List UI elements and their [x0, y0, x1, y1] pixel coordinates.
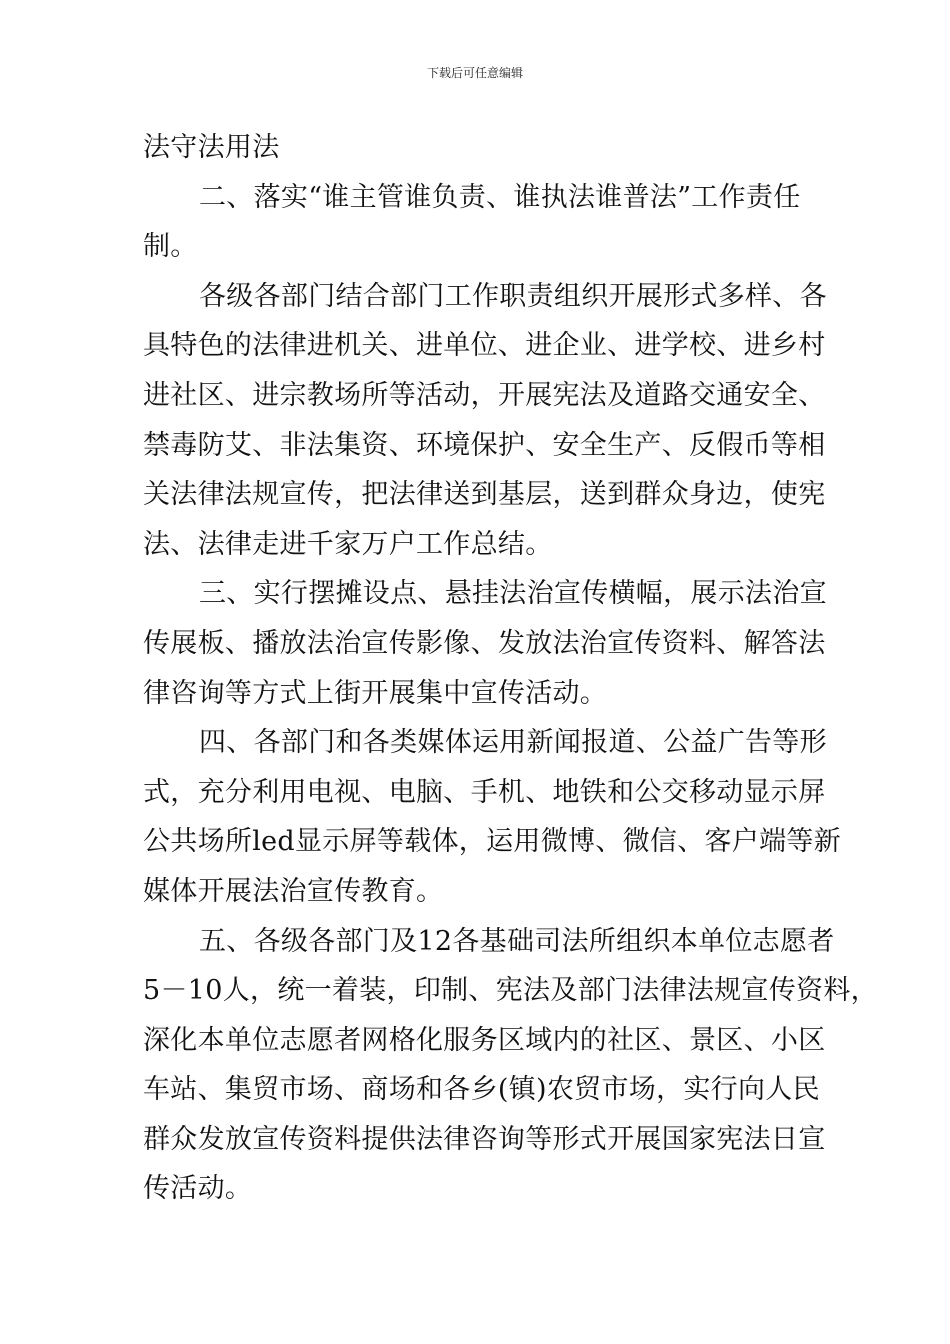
text-line: 法守法用法 — [143, 132, 280, 163]
text-line: 传活动。 — [143, 1173, 253, 1205]
text-line: 法、法律走进千家万户工作总结。 — [143, 528, 553, 560]
text-line: 式，充分利用电视、电脑、手机、地铁和公交移动显示屏 — [143, 776, 826, 808]
section-five-line: 五、各级各部门及12各基础司法所组织本单位志愿者 — [199, 925, 835, 957]
text-line: 传展板、播放法治宣传影像、发放法治宣传资料、解答法 — [143, 627, 826, 659]
text-line: 禁毒防艾、非法集资、环境保护、安全生产、反假币等相 — [143, 429, 826, 461]
text-line: 具特色的法律进机关、进单位、进企业、进学校、进乡村 — [143, 330, 826, 362]
page-header: 下载后可任意编辑 — [426, 66, 523, 80]
section-two-heading-line: 二、落实“谁主管谁负责、谁执法谁普法”工作责任 — [199, 181, 801, 213]
text-line: 深化本单位志愿者网格化服务区域内的社区、景区、小区 — [143, 1024, 826, 1056]
text-line: 公共场所led显示屏等载体，运用微博、微信、客户端等新 — [143, 826, 841, 858]
text-line: 媒体开展法治宣传教育。 — [143, 875, 444, 907]
document-body — [143, 123, 878, 1214]
text-line: 车站、集贸市场、商场和各乡(镇)农贸市场，实行向人民 — [143, 1074, 820, 1106]
section-three-line: 三、实行摆摊设点、悬挂法治宣传横幅，展示法治宣 — [199, 578, 827, 610]
section-four-line: 四、各部门和各类媒体运用新闻报道、公益广告等形 — [199, 727, 827, 759]
text-line: 群众发放宣传资料提供法律咨询等形式开展国家宪法日宣 — [143, 1123, 826, 1155]
text-line: 制。 — [143, 231, 198, 263]
text-line: 律咨询等方式上街开展集中宣传活动。 — [143, 677, 608, 709]
text-line: 5－10人，统一着装，印制、宪法及部门法律法规宣传资料， — [143, 975, 878, 1007]
text-line: 进社区、进宗教场所等活动，开展宪法及道路交通安全、 — [143, 379, 826, 411]
paragraph-start-line: 各级各部门结合部门工作职责组织开展形式多样、各 — [199, 280, 827, 312]
text-line: 关法律法规宣传，把法律送到基层，送到群众身边，使宪 — [143, 479, 826, 511]
